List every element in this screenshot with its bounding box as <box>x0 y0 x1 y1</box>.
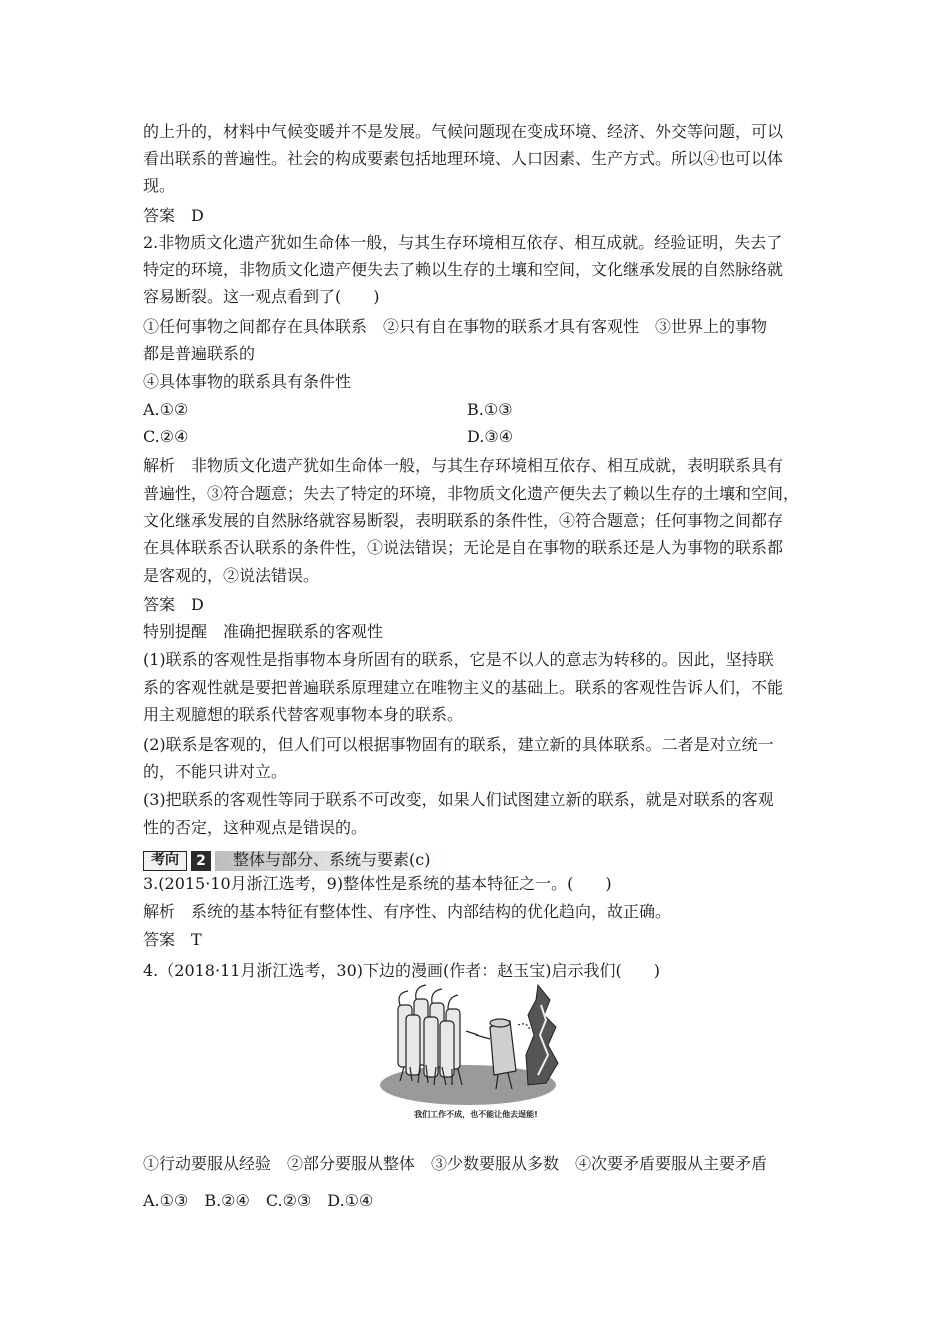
tip-title: 特别提醒 准确把握联系的客观性 <box>143 622 384 641</box>
analysis-4: 在具体联系否认联系的条件性，①说法错误；无论是自在事物的联系还是人为事物的联系都 <box>143 538 784 557</box>
question-3: 3.(2015·10月浙江选考，9)整体性是系统的基本特征之一。( ) <box>143 874 612 893</box>
tip-2a: (2)联系是客观的，但人们可以根据事物固有的联系，建立新的具体联系。二者是对立统一 <box>143 735 774 754</box>
line-2: 看出联系的普遍性。社会的构成要素包括地理环境、人口因素、生产方式。所以④也可以体 <box>143 149 784 168</box>
line-3: 现。 <box>143 176 176 195</box>
section-title: 整体与部分、系统与要素(c) <box>233 850 431 869</box>
question-2-stem-1: 2.非物质文化遗产犹如生命体一般，与其生存环境相互依存、相互成就。经验证明，失去了 <box>143 233 783 252</box>
option-a: A.①② <box>143 400 189 419</box>
section-heading <box>143 850 443 872</box>
analysis-1: 解析 非物质文化遗产犹如生命体一般，与其生存环境相互依存、相互成就，表明联系具有 <box>143 456 784 475</box>
question-2-statements-1: ①任何事物之间都存在具体联系 ②只有自在事物的联系才具有客观性 ③世界上的事物 <box>143 317 768 336</box>
tip-1b: 系的客观性就是要把普遍联系原理建立在唯物主义的基础上。联系的客观性告诉人们，不能 <box>143 678 784 697</box>
section-number: 2 <box>191 851 211 871</box>
cartoon-drawing <box>378 965 573 1125</box>
question-2-statements-2: 都是普遍联系的 <box>143 344 256 363</box>
tip-1a: (1)联系的客观性是指事物本身所固有的联系，它是不以人的意志为转移的。因此，坚持联 <box>143 650 774 669</box>
question-4: 4.（2018·11月浙江选考，30)下边的漫画(作者：赵玉宝)启示我们( ) <box>143 961 661 980</box>
analysis-2: 普遍性，③符合题意；失去了特定的环境，非物质文化遗产便失去了赖以生存的土壤和空间， <box>143 484 800 503</box>
option-c: C.②④ <box>143 427 189 446</box>
cartoon-caption: 我们工作不成，也不能让他去逞能! <box>414 1110 538 1119</box>
option-d: D.③④ <box>467 427 514 446</box>
analysis-3: 文化继承发展的自然脉络就容易断裂，表明联系的条件性，④符合题意；任何事物之间都存 <box>143 511 784 530</box>
question-4-options: A.①③ B.②④ C.②③ D.①④ <box>143 1191 374 1210</box>
cartoon-illustration <box>378 965 573 1125</box>
analysis-5: 是客观的，②说法错误。 <box>143 566 320 585</box>
question-2-statements-3: ④具体事物的联系具有条件性 <box>143 372 352 391</box>
option-b: B.①③ <box>467 400 513 419</box>
tip-3a: (3)把联系的客观性等同于联系不可改变，如果人们试图建立新的联系，就是对联系的客观 <box>143 790 774 809</box>
tip-3b: 性的否定，这种观点是错误的。 <box>143 818 368 837</box>
analysis-q3: 解析 系统的基本特征有整体性、有序性、内部结构的优化趋向，故正确。 <box>143 902 672 921</box>
tip-1c: 用主观臆想的联系代替客观事物本身的联系。 <box>143 705 464 724</box>
question-4-statements: ①行动要服从经验 ②部分要服从整体 ③少数要服从多数 ④次要矛盾要服从主要矛盾 <box>143 1154 768 1173</box>
answer-3: 答案 T <box>143 930 202 949</box>
question-2-stem-2: 特定的环境，非物质文化遗产便失去了赖以生存的土壤和空间，文化继承发展的自然脉络就 <box>143 260 784 279</box>
tip-2b: 的，不能只讲对立。 <box>143 762 288 781</box>
answer-2: 答案 D <box>143 595 204 614</box>
question-2-stem-3: 容易断裂。这一观点看到了( ) <box>143 287 380 306</box>
section-label: 考向 <box>143 851 187 871</box>
line-1: 的上升的，材料中气候变暖并不是发展。气候问题现在变成环境、经济、外交等问题，可以 <box>143 122 784 141</box>
answer-1: 答案 D <box>143 206 204 225</box>
